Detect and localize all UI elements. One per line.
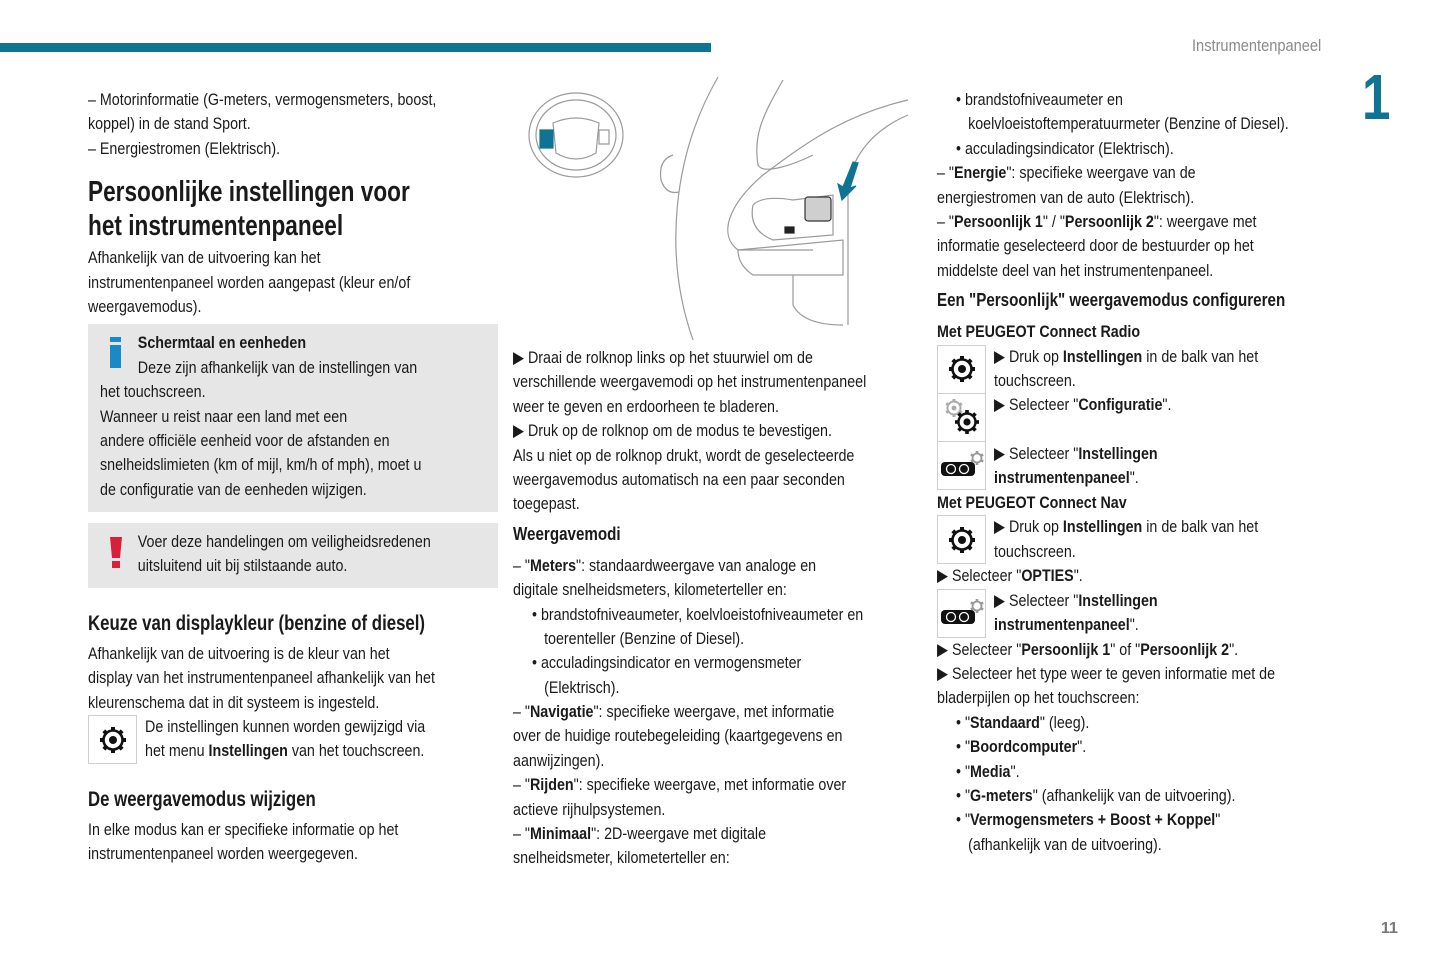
bold-text: Persoonlijk 2 bbox=[1140, 639, 1230, 659]
text: • acculadingsindicator en vermogensmeter bbox=[531, 653, 802, 673]
text-line bbox=[513, 554, 857, 578]
text-line bbox=[937, 259, 1281, 283]
steering-wheel-illustration bbox=[513, 75, 910, 340]
text-line bbox=[513, 468, 857, 492]
text: – " bbox=[513, 824, 530, 844]
text: toerenteller (Benzine of Diesel). bbox=[544, 628, 745, 648]
instruction-text bbox=[994, 345, 1309, 491]
page-title-line: het instrumentenpaneel bbox=[88, 210, 344, 243]
text-line bbox=[100, 356, 424, 380]
text: middelste deel van het instrumentenpaneel. bbox=[937, 260, 1214, 280]
text: Als u niet op de rolknop drukt, wordt de geselecteerde bbox=[513, 445, 855, 465]
text: ": specifieke weergave van de bbox=[1006, 163, 1196, 183]
bold-text: G-meters bbox=[970, 785, 1033, 805]
text: Afhankelijk van de uitvoering is de kleur van het bbox=[88, 643, 390, 663]
text: • " bbox=[955, 761, 971, 781]
steering-wheel-thumbnail bbox=[529, 93, 623, 177]
text-line bbox=[513, 846, 857, 870]
bold-text: OPTIES bbox=[1021, 566, 1074, 586]
text: ": standaardweergave van analoge en bbox=[576, 555, 817, 575]
text: van het touchscreen. bbox=[287, 741, 425, 761]
text-line bbox=[937, 210, 1281, 234]
text-line bbox=[994, 589, 1158, 613]
text: ": specifieke weergave, met informatie over bbox=[573, 775, 847, 795]
settings-gear-icon bbox=[937, 345, 986, 394]
arrow-indicator bbox=[838, 162, 858, 200]
text-line bbox=[100, 429, 424, 453]
text: verschillende weergavemodi op het instrumentenpaneel bbox=[513, 372, 867, 392]
text: • " bbox=[955, 785, 971, 805]
text: " (afhankelijk van de uitvoering). bbox=[1032, 785, 1236, 805]
text: bladerpijlen op het touchscreen: bbox=[937, 688, 1140, 708]
text: koelvloeistoftemperatuurmeter (Benzine of Diesel). bbox=[968, 114, 1289, 134]
text-line bbox=[937, 784, 1281, 808]
text: ▶ Selecteer het type weer te geven informatie met de bbox=[937, 664, 1276, 684]
text-line bbox=[994, 393, 1258, 417]
text-line bbox=[513, 798, 857, 822]
text: ". bbox=[1077, 737, 1087, 757]
text-line bbox=[513, 370, 867, 394]
text-line bbox=[100, 453, 424, 477]
text-line bbox=[937, 161, 1281, 185]
text: In elke modus kan er specifieke informatie op het bbox=[88, 820, 399, 840]
configuration-gears-icon bbox=[937, 393, 986, 442]
bold-text: Met PEUGEOT Connect Nav bbox=[937, 492, 1127, 512]
text-line bbox=[100, 554, 424, 578]
text: over de huidige routebegeleiding (kaartgegevens en bbox=[513, 726, 843, 746]
text: het touchscreen. bbox=[100, 382, 206, 402]
section-heading: De weergavemodus wijzigen bbox=[88, 788, 316, 812]
text: – " bbox=[937, 211, 954, 231]
icon-instruction-row bbox=[88, 715, 498, 764]
text-line bbox=[88, 112, 432, 136]
paragraph bbox=[937, 564, 1347, 588]
text: in de balk van het bbox=[1142, 517, 1259, 537]
bold-text: Instellingen bbox=[1078, 590, 1158, 610]
info-note-box bbox=[88, 324, 498, 512]
text-line bbox=[88, 818, 432, 842]
text: snelheidslimieten (km of mijl, km/h of mph), moet u bbox=[100, 455, 422, 475]
bold-text: Persoonlijk 2 bbox=[1064, 211, 1154, 231]
bold-text: Instellingen bbox=[1062, 517, 1143, 537]
text-line bbox=[994, 345, 1258, 369]
text-line bbox=[937, 662, 1281, 686]
text-line bbox=[513, 749, 857, 773]
bold-text: Standaard bbox=[970, 712, 1040, 732]
text: " bbox=[1215, 810, 1221, 830]
text: • brandstofniveaumeter, koelvloeistofniveaumeter en bbox=[531, 604, 864, 624]
text-line bbox=[513, 346, 857, 370]
bold-text: Rijden bbox=[529, 775, 574, 795]
paragraph bbox=[937, 638, 1347, 858]
text: de configuratie van de eenheden wijzigen. bbox=[100, 479, 367, 499]
icon-stack bbox=[937, 515, 987, 564]
text-line bbox=[513, 676, 857, 700]
text-line bbox=[937, 112, 1289, 136]
text-line bbox=[937, 137, 1281, 161]
text: ▶ Druk op de rolknop om de modus te bevestigen. bbox=[513, 421, 832, 441]
icon-stack bbox=[937, 589, 987, 638]
text-line bbox=[994, 466, 1258, 490]
settings-gear-icon bbox=[937, 515, 986, 564]
text-line bbox=[100, 530, 431, 554]
text-line bbox=[145, 739, 425, 763]
bold-text: Navigatie bbox=[529, 702, 594, 722]
text: informatie geselecteerd door de bestuurder op het bbox=[937, 236, 1254, 256]
column-middle bbox=[513, 346, 923, 871]
text: " / " bbox=[1042, 211, 1065, 231]
text-line bbox=[513, 627, 857, 651]
text: (Elektrisch). bbox=[544, 677, 620, 697]
text: ": specifieke weergave, met informatie bbox=[593, 702, 835, 722]
bold-text: Persoonlijk 1 bbox=[1021, 639, 1111, 659]
bold-text: Instellingen bbox=[1078, 444, 1158, 464]
text-line bbox=[88, 246, 432, 270]
text-line bbox=[100, 380, 424, 404]
text-line bbox=[937, 711, 1281, 735]
text: " of " bbox=[1110, 639, 1141, 659]
paragraph bbox=[88, 642, 498, 715]
section-title: Instrumentenpaneel bbox=[1192, 36, 1322, 55]
text: ▶ Selecteer " bbox=[994, 395, 1079, 415]
icon-instruction-row bbox=[937, 345, 1347, 491]
section-heading: Keuze van displaykleur (benzine of diesel) bbox=[88, 611, 426, 635]
text-line bbox=[994, 442, 1258, 466]
text-line bbox=[937, 833, 1281, 857]
bold-text: Vermogensmeters + Boost + Koppel bbox=[970, 810, 1216, 830]
text: kleurenschema dat in dit systeem is ingesteld. bbox=[88, 692, 380, 712]
text-line bbox=[937, 638, 1281, 662]
text-line bbox=[88, 271, 432, 295]
text: ▶ Draai de rolknop links op het stuurwiel om de bbox=[513, 348, 813, 367]
text-line bbox=[88, 88, 437, 112]
text-line bbox=[994, 369, 1258, 393]
text-line bbox=[937, 88, 1281, 112]
text-line bbox=[937, 234, 1281, 258]
text: Wanneer u reist naar een land met een bbox=[100, 406, 348, 426]
text: ". bbox=[1010, 761, 1020, 781]
text: snelheidsmeter, kilometerteller en: bbox=[513, 848, 730, 868]
text: ▶ Druk op bbox=[994, 346, 1063, 366]
text-line bbox=[513, 395, 857, 419]
text-line bbox=[937, 686, 1281, 710]
text-line bbox=[88, 842, 432, 866]
text: – " bbox=[513, 775, 530, 795]
page-title-line: Persoonlijke instellingen voor bbox=[88, 176, 410, 209]
text: ". bbox=[1073, 566, 1083, 586]
text: ▶ Selecteer " bbox=[937, 566, 1022, 586]
text-line bbox=[513, 724, 857, 748]
text: actieve rijhulpsystemen. bbox=[513, 799, 666, 819]
text: koppel) in de stand Sport. bbox=[88, 114, 251, 134]
text: ▶ Druk op bbox=[994, 517, 1063, 537]
text: • " bbox=[955, 810, 971, 830]
text-line bbox=[994, 613, 1158, 637]
text: – " bbox=[513, 555, 530, 575]
text: andere officiële eenheid voor de afstanden en bbox=[100, 430, 390, 450]
text: energiestromen van de auto (Elektrisch). bbox=[937, 187, 1195, 207]
text-line bbox=[937, 564, 1281, 588]
paragraph bbox=[88, 88, 498, 161]
page-title bbox=[88, 175, 498, 243]
text: – " bbox=[513, 702, 530, 722]
text: weer te geven en erdoorheen te bladeren. bbox=[513, 396, 779, 416]
text-line bbox=[937, 808, 1281, 832]
text: • " bbox=[955, 712, 971, 732]
text: instrumentenpaneel worden aangepast (kleur en/of bbox=[88, 272, 411, 292]
text-line bbox=[513, 492, 857, 516]
bold-text: Met PEUGEOT Connect Radio bbox=[937, 322, 1141, 342]
text-line bbox=[513, 773, 857, 797]
text-line bbox=[937, 760, 1281, 784]
text-line bbox=[88, 666, 435, 690]
text: uitsluitend uit bij stilstaande auto. bbox=[137, 556, 348, 576]
bold-text: instrumentenpaneel bbox=[994, 468, 1130, 488]
text: Voer deze handelingen om veiligheidsredenen bbox=[137, 532, 431, 552]
icon-instruction-row bbox=[937, 515, 1347, 564]
text: ". bbox=[1229, 639, 1239, 659]
instrument-cluster-settings-icon bbox=[937, 589, 986, 638]
text: ". bbox=[1129, 615, 1139, 635]
bold-text: Media bbox=[970, 761, 1011, 781]
text: • brandstofniveaumeter en bbox=[955, 90, 1123, 109]
bold-text: Energie bbox=[953, 163, 1007, 183]
text: Deze zijn afhankelijk van de instellingen van bbox=[137, 357, 418, 377]
text: display van het instrumentenpaneel afhankelijk van het bbox=[88, 668, 435, 688]
paragraph bbox=[937, 320, 1347, 344]
text: touchscreen. bbox=[994, 541, 1076, 561]
text: – " bbox=[937, 163, 954, 183]
text: – Motorinformatie (G-meters, vermogensmeters, boost, bbox=[88, 90, 437, 109]
bold-text: Persoonlijk 1 bbox=[953, 211, 1043, 231]
text-line bbox=[88, 642, 432, 666]
text-line bbox=[88, 691, 432, 715]
paragraph bbox=[513, 346, 923, 517]
icon-stack bbox=[88, 715, 138, 764]
paragraph bbox=[937, 88, 1347, 283]
bold-text: Configuratie bbox=[1078, 395, 1163, 415]
text: ▶ Selecteer " bbox=[937, 639, 1022, 659]
subheading bbox=[937, 320, 1281, 344]
text: ": 2D-weergave met digitale bbox=[591, 824, 767, 844]
text: ▶ Selecteer " bbox=[994, 590, 1079, 610]
paragraph bbox=[513, 554, 923, 871]
paragraph bbox=[88, 246, 498, 319]
text-line bbox=[994, 418, 1258, 442]
text-line bbox=[937, 186, 1281, 210]
text-line bbox=[145, 715, 425, 739]
text: aanwijzingen). bbox=[513, 750, 605, 770]
text-line bbox=[88, 295, 432, 319]
paragraph bbox=[937, 491, 1347, 515]
text-line bbox=[88, 137, 432, 161]
text: • acculadingsindicator (Elektrisch). bbox=[955, 138, 1174, 158]
text: toegepast. bbox=[513, 494, 580, 514]
section-heading: Een "Persoonlijk" weergavemodus configureren bbox=[937, 289, 1286, 311]
icon-stack bbox=[937, 345, 987, 490]
instruction-text bbox=[994, 589, 1189, 638]
text-line bbox=[994, 540, 1258, 564]
bold-text: Instellingen bbox=[1062, 346, 1143, 366]
text-line bbox=[513, 419, 857, 443]
bold-text: Instellingen bbox=[208, 741, 288, 761]
text: in de balk van het bbox=[1142, 346, 1259, 366]
text: – Energiestromen (Elektrisch). bbox=[88, 138, 281, 158]
text: digitale snelheidsmeters, kilometerteller en: bbox=[513, 580, 787, 600]
paragraph bbox=[88, 818, 498, 867]
instruction-text bbox=[994, 515, 1309, 564]
text: weergavemodus automatisch na een paar seconden bbox=[513, 469, 845, 489]
bold-text: instrumentenpaneel bbox=[994, 615, 1130, 635]
text: " (leeg). bbox=[1039, 712, 1090, 732]
text-line bbox=[513, 603, 864, 627]
text-line bbox=[513, 444, 857, 468]
text: ": weergave met bbox=[1153, 211, 1257, 231]
text-line bbox=[513, 578, 857, 602]
warning-note-box bbox=[88, 523, 498, 588]
text-line bbox=[937, 735, 1281, 759]
text: Afhankelijk van de uitvoering kan het bbox=[88, 248, 321, 268]
subheading bbox=[937, 491, 1281, 515]
text-line bbox=[100, 405, 424, 429]
instrument-cluster-settings-icon bbox=[937, 441, 986, 490]
text: De instellingen kunnen worden gewijzigd via bbox=[145, 717, 426, 737]
text-line bbox=[100, 478, 424, 502]
header-accent-bar bbox=[0, 43, 711, 52]
section-heading: Weergavemodi bbox=[513, 522, 621, 544]
bold-text: Meters bbox=[529, 555, 577, 575]
column-right bbox=[937, 88, 1347, 857]
text-line bbox=[994, 515, 1258, 539]
text: ". bbox=[1129, 468, 1139, 488]
text: instrumentenpaneel worden weergegeven. bbox=[88, 844, 358, 864]
page-number: 11 bbox=[1381, 920, 1398, 937]
bold-text: Schermtaal en eenheden bbox=[137, 333, 307, 353]
icon-instruction-row bbox=[937, 589, 1347, 638]
text: ". bbox=[1162, 395, 1172, 415]
text: (afhankelijk van de uitvoering). bbox=[968, 834, 1162, 854]
text-line bbox=[513, 822, 857, 846]
text: ▶ Selecteer " bbox=[994, 444, 1079, 464]
text: weergavemodus). bbox=[88, 296, 202, 316]
settings-gear-icon bbox=[88, 715, 137, 764]
chapter-number: 1 bbox=[1362, 61, 1391, 133]
bold-text: Boordcomputer bbox=[970, 737, 1078, 757]
bold-text: Minimaal bbox=[529, 824, 592, 844]
instruction-text bbox=[145, 715, 479, 764]
text: touchscreen. bbox=[994, 370, 1076, 390]
text: • " bbox=[955, 737, 971, 757]
column-left bbox=[88, 88, 498, 867]
text-line bbox=[100, 331, 424, 355]
text-line bbox=[513, 700, 857, 724]
text: het menu bbox=[145, 741, 209, 761]
text-line bbox=[513, 651, 857, 675]
